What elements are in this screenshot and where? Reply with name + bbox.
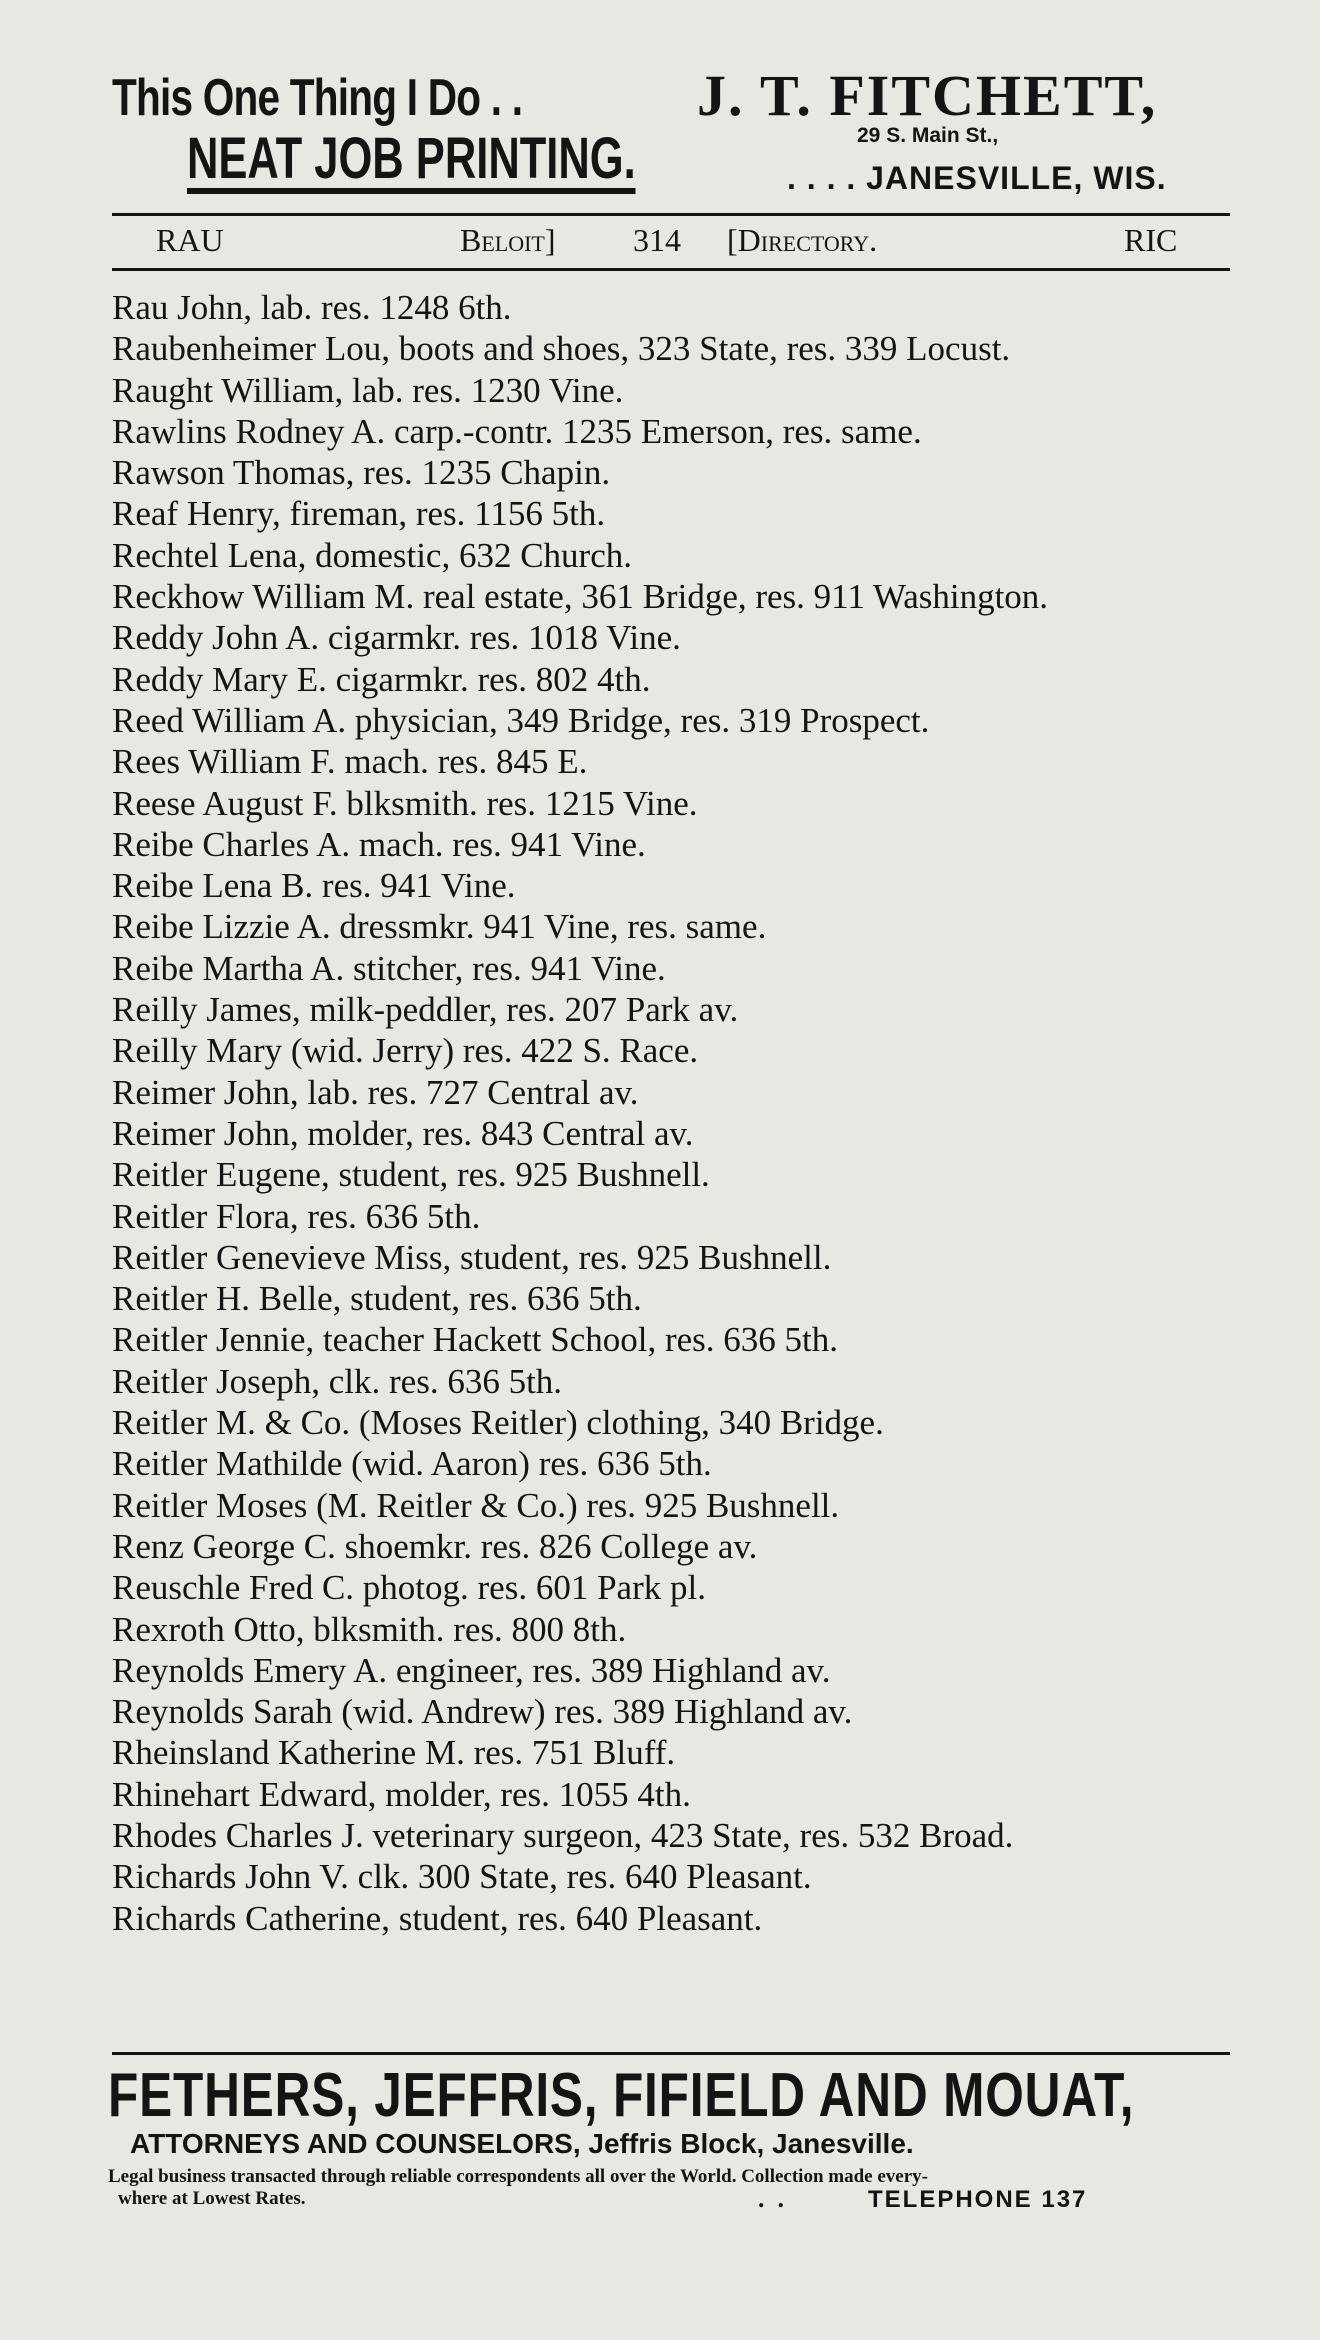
list-item: Reitler Mathilde (wid. Aaron) res. 636 5th. [112,1444,712,1484]
list-item: Reitler M. & Co. (Moses Reitler) clothing, 340 Bridge. [112,1403,884,1443]
list-item: Raught William, lab. res. 1230 Vine. [112,370,624,410]
running-head [150,222,1200,266]
list-item: Reaf Henry, fireman, res. 1156 5th. [112,494,606,534]
list-item: Reitler Eugene, student, res. 925 Bushnell. [112,1155,710,1195]
page-number: 314 [633,222,681,258]
list-item: Rhodes Charles J. veterinary surgeon, 423 State, res. 532 Broad. [112,1815,1014,1855]
ad-slogan: This One Thing I Do . . [112,69,523,127]
list-item: Reitler Jennie, teacher Hackett School, res. 636 5th. [112,1320,839,1360]
top-advertisement [112,62,1230,212]
bottom-advertisement [108,2060,1228,2213]
list-item: Reuschle Fred C. photog. res. 601 Park pl. [112,1568,706,1608]
list-item: Reynolds Emery A. engineer, res. 389 Highland av. [112,1650,831,1690]
list-item: Reese August F. blksmith. res. 1215 Vine. [112,783,698,823]
header-rule-top [112,213,1230,216]
header-rule-bottom [112,268,1230,271]
list-item: Renz George C. shoemkr. res. 826 College av. [112,1526,758,1566]
ad-firm-description: ATTORNEYS AND COUNSELORS, Jeffris Block, Janesville. [130,2128,914,2159]
list-item: Rhinehart Edward, molder, res. 1055 4th. [112,1774,691,1814]
list-item: Rawlins Rodney A. carp.-contr. 1235 Emerson, res. same. [112,411,922,451]
list-item: Rexroth Otto, blksmith. res. 800 8th. [112,1609,627,1649]
guide-word-left: RAU [156,222,224,258]
list-item: Reitler Joseph, clk. res. 636 5th. [112,1361,563,1401]
ad-service: NEAT JOB PRINTING. [187,130,636,194]
footer-rule [112,2052,1230,2055]
ad-telephone: TELEPHONE 137 [868,2186,1088,2213]
list-item: Rau John, lab. res. 1248 6th. [112,288,512,327]
ad-printer-city: . . . . JANESVILLE, WIS. [787,160,1167,196]
list-item: Reynolds Sarah (wid. Andrew) res. 389 Highland av. [112,1692,853,1732]
list-item: Reibe Lizzie A. dressmkr. 941 Vine, res. same. [112,907,767,947]
ad-law-firm: FETHERS, JEFFRIS, FIFIELD AND MOUAT, [108,2061,1135,2130]
list-item: Reddy John A. cigarmkr. res. 1018 Vine. [112,618,681,658]
ad-firm-services: Legal business transacted through reliable correspondents all over the World. Collection made every- [108,2166,928,2187]
city-label: Beloit] [460,222,556,258]
list-item: Reimer John, molder, res. 843 Central av. [112,1113,694,1153]
list-item: Reckhow William M. real estate, 361 Bridge, res. 911 Washington. [112,577,1049,617]
list-item: Reddy Mary E. cigarmkr. res. 802 4th. [112,659,651,699]
list-item: Rawson Thomas, res. 1235 Chapin. [112,453,611,493]
list-item: Reed William A. physician, 349 Bridge, res. 319 Prospect. [112,700,930,740]
list-item: Reitler Genevieve Miss, student, res. 925 Bushnell. [112,1237,832,1277]
directory-label: [Directory. [727,222,878,258]
list-item: Rees William F. mach. res. 845 E. [112,742,588,782]
list-item: Reitler Flora, res. 636 5th. [112,1196,481,1236]
ad-printer-street: 29 S. Main St., [857,124,999,147]
ad-printer-name: J. T. FITCHETT, [697,63,1158,128]
list-item: Reitler Moses (M. Reitler & Co.) res. 925 Bushnell. [112,1485,840,1525]
ad-dot-leader: . . [758,2184,784,2213]
list-item: Reimer John, lab. res. 727 Central av. [112,1072,639,1112]
list-item: Rechtel Lena, domestic, 632 Church. [112,535,632,575]
list-item: Rheinsland Katherine M. res. 751 Bluff. [112,1733,676,1773]
list-item: Reitler H. Belle, student, res. 636 5th. [112,1279,642,1319]
list-item: Reibe Martha A. stitcher, res. 941 Vine. [112,948,666,988]
list-item: Richards John V. clk. 300 State, res. 640 Pleasant. [112,1857,812,1897]
list-item: Reibe Lena B. res. 941 Vine. [112,866,516,906]
list-item: Richards Catherine, student, res. 640 Pleasant. [112,1898,763,1938]
list-item: Reibe Charles A. mach. res. 941 Vine. [112,824,646,864]
list-item: Reilly James, milk-peddler, res. 207 Park av. [112,990,739,1030]
guide-word-right: RIC [1124,222,1178,258]
directory-listing [112,287,1227,1939]
ad-firm-rates: where at Lowest Rates. [118,2188,306,2209]
list-item: Raubenheimer Lou, boots and shoes, 323 State, res. 339 Locust. [112,329,1011,369]
list-item: Reilly Mary (wid. Jerry) res. 422 S. Race. [112,1031,699,1071]
